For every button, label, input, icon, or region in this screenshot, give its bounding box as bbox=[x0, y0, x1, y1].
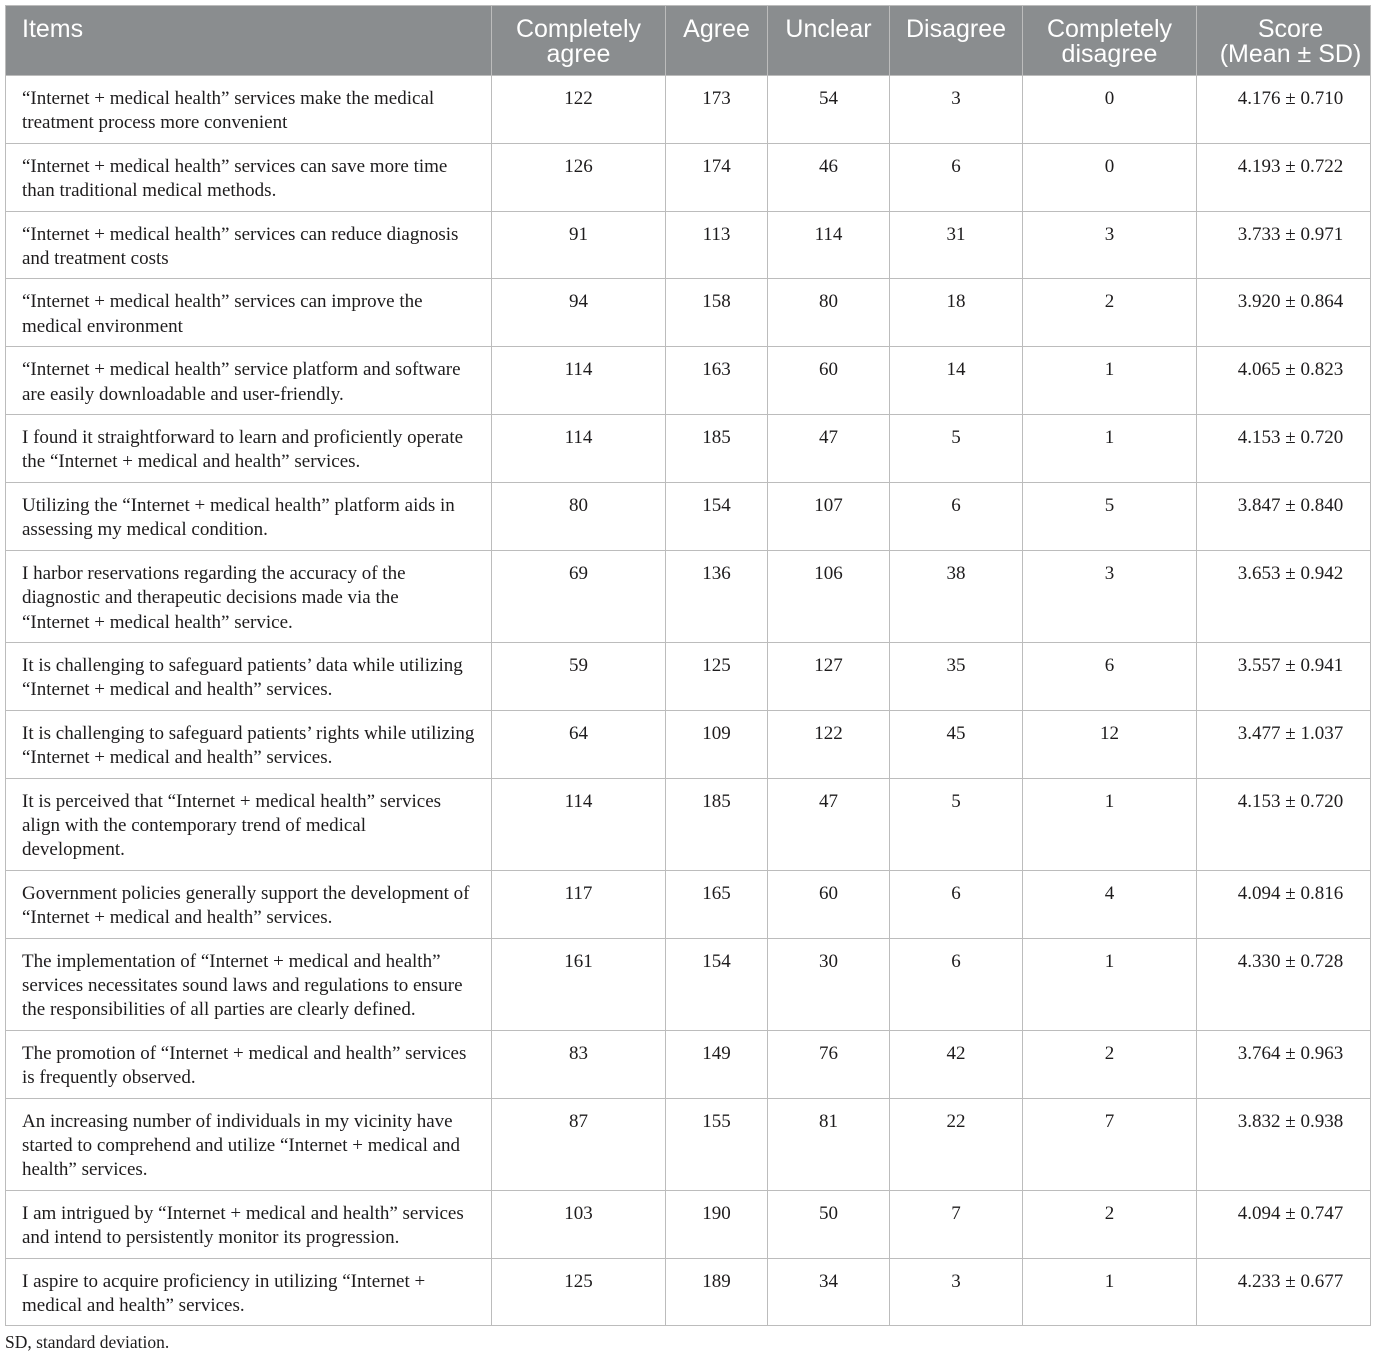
cell-unclear: 107 bbox=[768, 482, 890, 550]
table-footnote: SD, standard deviation. bbox=[5, 1332, 170, 1352]
cell-item: “Internet + medical health” service platform and software are easily downloadable and user-friendly. bbox=[6, 347, 492, 415]
cell-item: “Internet + medical health” services can save more time than traditional medical methods. bbox=[6, 143, 492, 211]
cell-item: I aspire to acquire proficiency in utilizing “Internet + medical and health” services. bbox=[6, 1258, 492, 1326]
table-row bbox=[6, 279, 1371, 347]
cell-completely-agree: 69 bbox=[492, 550, 666, 642]
header-agree: Agree bbox=[666, 6, 768, 76]
cell-disagree: 5 bbox=[890, 415, 1023, 483]
cell-agree: 189 bbox=[666, 1258, 768, 1326]
cell-unclear: 81 bbox=[768, 1098, 890, 1190]
cell-agree: 158 bbox=[666, 279, 768, 347]
cell-completely-agree: 117 bbox=[492, 870, 666, 938]
cell-agree: 163 bbox=[666, 347, 768, 415]
cell-completely-agree: 125 bbox=[492, 1258, 666, 1326]
cell-score: 3.477 ± 1.037 bbox=[1197, 710, 1371, 778]
cell-completely-disagree: 1 bbox=[1023, 938, 1197, 1030]
cell-completely-disagree: 3 bbox=[1023, 211, 1197, 279]
cell-unclear: 106 bbox=[768, 550, 890, 642]
header-disagree: Disagree bbox=[890, 6, 1023, 76]
table-row bbox=[6, 347, 1371, 415]
table-row bbox=[6, 1258, 1371, 1326]
cell-completely-disagree: 6 bbox=[1023, 642, 1197, 710]
cell-completely-disagree: 1 bbox=[1023, 415, 1197, 483]
header-completely-disagree: Completely disagree bbox=[1023, 6, 1197, 76]
cell-agree: 155 bbox=[666, 1098, 768, 1190]
table-row bbox=[6, 143, 1371, 211]
cell-completely-agree: 59 bbox=[492, 642, 666, 710]
cell-item: It is challenging to safeguard patients’ rights while utilizing “Internet + medical and health” services. bbox=[6, 710, 492, 778]
cell-disagree: 45 bbox=[890, 710, 1023, 778]
cell-disagree: 42 bbox=[890, 1030, 1023, 1098]
cell-completely-disagree: 1 bbox=[1023, 778, 1197, 870]
cell-completely-agree: 64 bbox=[492, 710, 666, 778]
table-row bbox=[6, 415, 1371, 483]
header-completely-agree: Completely agree bbox=[492, 6, 666, 76]
table-row bbox=[6, 1190, 1371, 1258]
cell-item: The promotion of “Internet + medical and health” services is frequently observed. bbox=[6, 1030, 492, 1098]
cell-completely-agree: 114 bbox=[492, 778, 666, 870]
cell-item: “Internet + medical health” services can reduce diagnosis and treatment costs bbox=[6, 211, 492, 279]
cell-completely-agree: 122 bbox=[492, 76, 666, 144]
cell-completely-disagree: 3 bbox=[1023, 550, 1197, 642]
header-items: Items bbox=[6, 6, 492, 76]
cell-agree: 174 bbox=[666, 143, 768, 211]
cell-score: 4.193 ± 0.722 bbox=[1197, 143, 1371, 211]
cell-item: An increasing number of individuals in my vicinity have started to comprehend and utilize “Internet + medical and health” services. bbox=[6, 1098, 492, 1190]
cell-completely-agree: 103 bbox=[492, 1190, 666, 1258]
cell-completely-agree: 91 bbox=[492, 211, 666, 279]
cell-completely-disagree: 12 bbox=[1023, 710, 1197, 778]
table-row bbox=[6, 1030, 1371, 1098]
table-row bbox=[6, 76, 1371, 144]
table-row bbox=[6, 870, 1371, 938]
cell-unclear: 80 bbox=[768, 279, 890, 347]
cell-completely-disagree: 4 bbox=[1023, 870, 1197, 938]
cell-completely-agree: 94 bbox=[492, 279, 666, 347]
cell-item: It is perceived that “Internet + medical health” services align with the contemporary trend of medical development. bbox=[6, 778, 492, 870]
cell-completely-disagree: 1 bbox=[1023, 347, 1197, 415]
cell-unclear: 30 bbox=[768, 938, 890, 1030]
cell-agree: 154 bbox=[666, 482, 768, 550]
cell-unclear: 47 bbox=[768, 415, 890, 483]
cell-completely-disagree: 2 bbox=[1023, 1190, 1197, 1258]
cell-unclear: 47 bbox=[768, 778, 890, 870]
cell-item: The implementation of “Internet + medical and health” services necessitates sound laws and regulations to ensure the responsibilities of all parties are clearly defined. bbox=[6, 938, 492, 1030]
cell-completely-agree: 83 bbox=[492, 1030, 666, 1098]
cell-score: 3.764 ± 0.963 bbox=[1197, 1030, 1371, 1098]
table-row bbox=[6, 211, 1371, 279]
cell-disagree: 6 bbox=[890, 870, 1023, 938]
cell-agree: 190 bbox=[666, 1190, 768, 1258]
cell-completely-agree: 80 bbox=[492, 482, 666, 550]
cell-score: 3.557 ± 0.941 bbox=[1197, 642, 1371, 710]
cell-completely-agree: 87 bbox=[492, 1098, 666, 1190]
table-row bbox=[6, 642, 1371, 710]
cell-unclear: 76 bbox=[768, 1030, 890, 1098]
cell-item: Utilizing the “Internet + medical health” platform aids in assessing my medical condition. bbox=[6, 482, 492, 550]
cell-score: 3.832 ± 0.938 bbox=[1197, 1098, 1371, 1190]
cell-disagree: 6 bbox=[890, 938, 1023, 1030]
cell-completely-disagree: 0 bbox=[1023, 76, 1197, 144]
cell-item: Government policies generally support the development of “Internet + medical and health” services. bbox=[6, 870, 492, 938]
cell-unclear: 122 bbox=[768, 710, 890, 778]
header-score: Score (Mean ± SD) bbox=[1197, 6, 1371, 76]
cell-agree: 185 bbox=[666, 778, 768, 870]
cell-unclear: 60 bbox=[768, 347, 890, 415]
data-table bbox=[5, 5, 1371, 1326]
cell-score: 3.920 ± 0.864 bbox=[1197, 279, 1371, 347]
table-row bbox=[6, 550, 1371, 642]
cell-score: 3.847 ± 0.840 bbox=[1197, 482, 1371, 550]
header-row bbox=[6, 6, 1371, 76]
table-row bbox=[6, 710, 1371, 778]
cell-agree: 165 bbox=[666, 870, 768, 938]
cell-disagree: 35 bbox=[890, 642, 1023, 710]
table-row bbox=[6, 1098, 1371, 1190]
cell-unclear: 54 bbox=[768, 76, 890, 144]
cell-completely-disagree: 7 bbox=[1023, 1098, 1197, 1190]
cell-agree: 185 bbox=[666, 415, 768, 483]
cell-item: I harbor reservations regarding the accuracy of the diagnostic and therapeutic decisions made via the “Internet + medical health” service. bbox=[6, 550, 492, 642]
cell-completely-disagree: 5 bbox=[1023, 482, 1197, 550]
cell-score: 4.233 ± 0.677 bbox=[1197, 1258, 1371, 1326]
cell-disagree: 3 bbox=[890, 1258, 1023, 1326]
table-row bbox=[6, 938, 1371, 1030]
cell-agree: 113 bbox=[666, 211, 768, 279]
cell-completely-agree: 114 bbox=[492, 347, 666, 415]
cell-completely-agree: 114 bbox=[492, 415, 666, 483]
cell-unclear: 34 bbox=[768, 1258, 890, 1326]
cell-item: “Internet + medical health” services can improve the medical environment bbox=[6, 279, 492, 347]
cell-agree: 154 bbox=[666, 938, 768, 1030]
cell-item: I am intrigued by “Internet + medical and health” services and intend to persistently monitor its progression. bbox=[6, 1190, 492, 1258]
cell-disagree: 6 bbox=[890, 482, 1023, 550]
cell-disagree: 18 bbox=[890, 279, 1023, 347]
cell-unclear: 46 bbox=[768, 143, 890, 211]
cell-disagree: 14 bbox=[890, 347, 1023, 415]
cell-disagree: 6 bbox=[890, 143, 1023, 211]
cell-disagree: 38 bbox=[890, 550, 1023, 642]
cell-disagree: 31 bbox=[890, 211, 1023, 279]
cell-item: It is challenging to safeguard patients’ data while utilizing “Internet + medical and health” services. bbox=[6, 642, 492, 710]
cell-score: 4.153 ± 0.720 bbox=[1197, 415, 1371, 483]
cell-agree: 149 bbox=[666, 1030, 768, 1098]
cell-agree: 125 bbox=[666, 642, 768, 710]
cell-unclear: 127 bbox=[768, 642, 890, 710]
cell-completely-agree: 161 bbox=[492, 938, 666, 1030]
cell-unclear: 50 bbox=[768, 1190, 890, 1258]
cell-score: 4.176 ± 0.710 bbox=[1197, 76, 1371, 144]
cell-score: 4.330 ± 0.728 bbox=[1197, 938, 1371, 1030]
cell-unclear: 60 bbox=[768, 870, 890, 938]
cell-score: 4.094 ± 0.747 bbox=[1197, 1190, 1371, 1258]
cell-completely-disagree: 2 bbox=[1023, 279, 1197, 347]
cell-score: 4.153 ± 0.720 bbox=[1197, 778, 1371, 870]
cell-score: 4.065 ± 0.823 bbox=[1197, 347, 1371, 415]
cell-item: “Internet + medical health” services make the medical treatment process more convenient bbox=[6, 76, 492, 144]
cell-unclear: 114 bbox=[768, 211, 890, 279]
cell-score: 3.733 ± 0.971 bbox=[1197, 211, 1371, 279]
cell-completely-disagree: 0 bbox=[1023, 143, 1197, 211]
cell-agree: 173 bbox=[666, 76, 768, 144]
cell-agree: 109 bbox=[666, 710, 768, 778]
table-row bbox=[6, 482, 1371, 550]
cell-completely-disagree: 2 bbox=[1023, 1030, 1197, 1098]
cell-score: 4.094 ± 0.816 bbox=[1197, 870, 1371, 938]
table-row bbox=[6, 778, 1371, 870]
cell-disagree: 7 bbox=[890, 1190, 1023, 1258]
cell-item: I found it straightforward to learn and proficiently operate the “Internet + medical and health” services. bbox=[6, 415, 492, 483]
header-unclear: Unclear bbox=[768, 6, 890, 76]
cell-disagree: 3 bbox=[890, 76, 1023, 144]
cell-disagree: 22 bbox=[890, 1098, 1023, 1190]
cell-disagree: 5 bbox=[890, 778, 1023, 870]
cell-agree: 136 bbox=[666, 550, 768, 642]
cell-completely-agree: 126 bbox=[492, 143, 666, 211]
cell-completely-disagree: 1 bbox=[1023, 1258, 1197, 1326]
cell-score: 3.653 ± 0.942 bbox=[1197, 550, 1371, 642]
